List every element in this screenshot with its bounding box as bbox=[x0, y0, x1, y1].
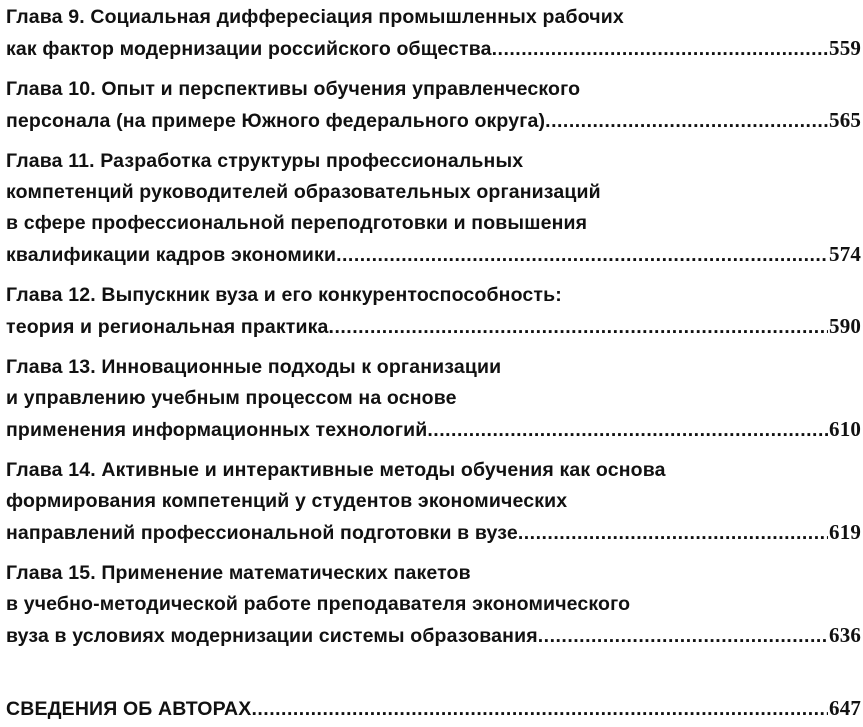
page-number: 565 bbox=[829, 108, 861, 132]
toc-entry-chapter-9[interactable] bbox=[6, 2, 861, 64]
page-number: 647 bbox=[829, 696, 861, 720]
dot-leader bbox=[492, 34, 828, 64]
toc-entry-title-line: Глава 11. Разработка структуры профессиональных bbox=[6, 150, 524, 172]
dot-leader bbox=[427, 415, 828, 445]
toc-entry-chapter-14[interactable] bbox=[6, 455, 861, 548]
dot-leader bbox=[545, 106, 828, 136]
authors-section-title: СВЕДЕНИЯ ОБ АВТОРАХ bbox=[6, 698, 252, 720]
toc-entry-title-line: персонала (на примере Южного федерального округа) bbox=[6, 110, 546, 132]
toc-entry-title-line: в учебно-методической работе преподавателя экономического bbox=[6, 593, 631, 615]
toc-entry-title-line: Глава 12. Выпускник вуза и его конкурентоспособность: bbox=[6, 284, 562, 306]
page-number: 610 bbox=[829, 417, 861, 441]
dot-leader bbox=[336, 240, 828, 270]
toc-entry-title-line: Глава 10. Опыт и перспективы обучения управленческого bbox=[6, 78, 581, 100]
page-number: 559 bbox=[829, 36, 861, 60]
page-number: 636 bbox=[829, 623, 861, 647]
toc-entry-title-line: компетенций руководителей образовательных организаций bbox=[6, 181, 601, 203]
page-number: 574 bbox=[829, 242, 861, 266]
dot-leader bbox=[329, 312, 829, 342]
toc-entry-title-line: применения информационных технологий bbox=[6, 419, 428, 441]
page-number: 590 bbox=[829, 314, 861, 338]
toc-entry-chapter-11[interactable] bbox=[6, 146, 861, 270]
toc-entry-chapter-10[interactable] bbox=[6, 74, 861, 136]
dot-leader bbox=[251, 694, 828, 724]
toc-entry-chapter-12[interactable] bbox=[6, 280, 861, 342]
dot-leader bbox=[518, 518, 828, 548]
toc-entry-title-line: и управлению учебным процессом на основе bbox=[6, 387, 457, 409]
toc-entry-chapter-15[interactable] bbox=[6, 558, 861, 651]
table-of-contents bbox=[6, 2, 861, 724]
toc-entry-title-line: Глава 13. Инновационные подходы к организации bbox=[6, 356, 502, 378]
toc-entry-title-line: направлений профессиональной подготовки в вузе bbox=[6, 522, 518, 544]
toc-entry-authors[interactable] bbox=[6, 693, 861, 724]
toc-entry-chapter-13[interactable] bbox=[6, 352, 861, 445]
toc-entry-title-line: в сфере профессиональной переподготовки и повышения bbox=[6, 212, 588, 234]
toc-entry-title-line: вуза в условиях модернизации системы образования bbox=[6, 625, 538, 647]
toc-entry-title-line: формирования компетенций у студентов экономических bbox=[6, 490, 568, 512]
toc-entry-title-line: квалификации кадров экономики bbox=[6, 244, 337, 266]
toc-entry-title-line: Глава 15. Применение математических пакетов bbox=[6, 562, 471, 584]
toc-entry-title-line: как фактор модернизации российского общества bbox=[6, 38, 492, 60]
toc-entry-title-line: Глава 9. Социальная диффереciация промышленных рабочих bbox=[6, 6, 624, 28]
dot-leader bbox=[538, 621, 828, 651]
toc-entry-title-line: Глава 14. Активные и интерактивные методы обучения как основа bbox=[6, 459, 666, 481]
toc-entry-title-line: теория и региональная практика bbox=[6, 316, 329, 338]
page-number: 619 bbox=[829, 520, 861, 544]
